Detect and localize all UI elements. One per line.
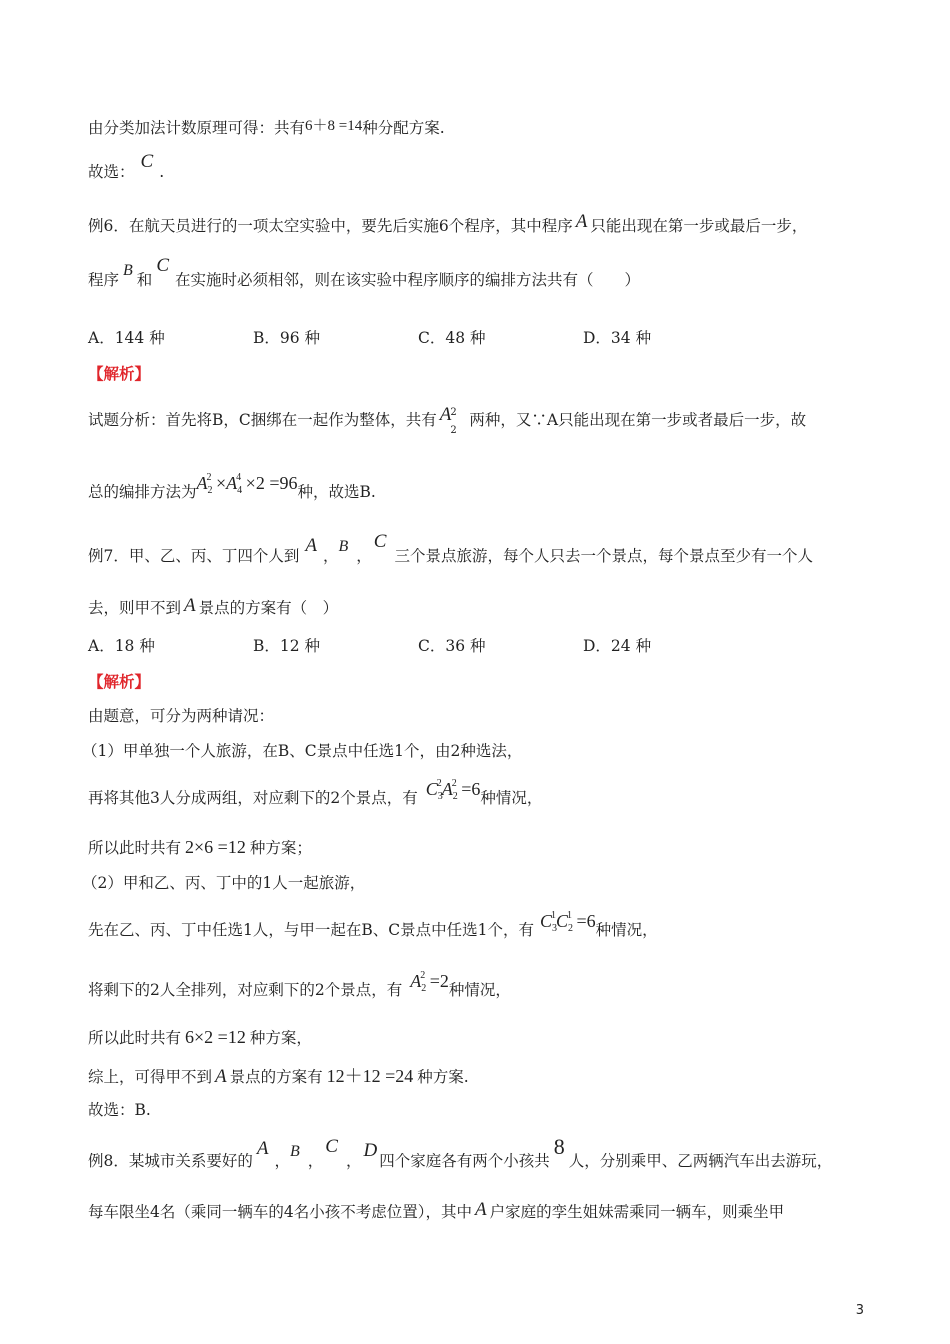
text: 种情况，: [480, 789, 543, 807]
solution-line: [88, 836, 312, 858]
text: 所以此时共有: [88, 839, 182, 857]
math-expression: $C_3^1C_2^1 =6$: [539, 910, 596, 934]
math-symbol: C: [373, 531, 387, 552]
text: 种方案，: [249, 1029, 312, 1047]
solution-line: [88, 910, 658, 940]
text: 故选：: [88, 163, 135, 181]
text: 例8．某城市关系要好的: [88, 1152, 253, 1170]
example-6-line1: [88, 211, 808, 237]
math-symbol: C: [140, 151, 154, 172]
text: 每车限坐4名（乘同一辆车的4名小孩不考虑位置），其中: [88, 1203, 472, 1221]
math-symbol: A: [184, 595, 196, 616]
text: 例6．在航天员进行的一项太空实验中，要先后实施6个程序，其中程序: [88, 217, 573, 235]
math-expression: $C_3^2A_2^2 =6$: [425, 778, 481, 802]
math-symbol: A: [256, 1138, 269, 1159]
text: 只能出现在第一步或最后一步，: [590, 217, 808, 235]
option-d: D．34 种: [583, 329, 652, 347]
math-symbol: A: [474, 1199, 487, 1220]
option-b: B．12 种: [253, 637, 321, 655]
text: 种情况，: [595, 921, 658, 939]
solution-line: 故选：B.: [88, 1101, 151, 1119]
analysis-tag: 【解析】: [88, 364, 151, 383]
solution-line: 试题分析：首先将B，C捆绑在一起作为整体，共有 A 2 2 两种，又∵A只能出现在第一步或者最后一步，故: [88, 404, 807, 436]
solution-line: [88, 778, 543, 808]
text: 所以此时共有: [88, 1029, 182, 1047]
text: 将剩下的2人全排列，对应剩下的2个景点，有: [88, 981, 403, 999]
math-expression: 2×6 =12: [185, 837, 246, 857]
text: 四个家庭各有两个小孩共: [379, 1152, 550, 1170]
text: 种情况，: [448, 981, 511, 999]
text-line: [88, 151, 165, 183]
math-symbol: C: [156, 255, 169, 276]
option-d: D．24 种: [583, 637, 652, 655]
option-c: C．36 种: [418, 637, 486, 655]
math-symbol: A: [575, 211, 588, 232]
text: 例7．甲、乙、丙、丁四个人到: [88, 547, 300, 565]
text: 三个景点旅游，每个人只去一个景点，每个景点至少有一个人: [394, 547, 813, 565]
text-line: [88, 116, 445, 138]
example-8-line1: 例8．某城市关系要好的A，B，C， D 四个家庭各有两个小孩共8人，分别乘甲、乙两辆汽车出去游玩，: [88, 1134, 833, 1170]
text: 人，分别乘甲、乙两辆汽车出去游玩，: [568, 1152, 833, 1170]
math-symbol: D: [363, 1140, 378, 1161]
math-expression: 12＋12 =24: [326, 1066, 414, 1086]
text: 种分配方案.: [362, 119, 445, 137]
solution-line: （1）甲单独一个人旅游，在B、C景点中任选1个，由2种选法，: [82, 742, 523, 760]
example-8-line2: [88, 1200, 784, 1223]
text: 和: [136, 271, 153, 289]
solution-line: [88, 1026, 312, 1048]
option-a: A．18 种: [88, 637, 155, 655]
option-a: A．144 种: [88, 329, 165, 347]
text: 综上，可得甲不到: [88, 1068, 213, 1086]
solution-line: 由题意，可分为两种请况：: [88, 707, 275, 725]
text: 在实施时必须相邻，则在该实验中程序顺序的编排方法共有（ ）: [175, 271, 641, 289]
text: 种方案.: [417, 1068, 469, 1086]
text: 程序: [88, 271, 120, 289]
math-expression: $A_2^2 =2$: [410, 970, 449, 994]
text: 试题分析：首先将B，C捆绑在一起作为整体，共有: [88, 411, 437, 429]
text: 由分类加法计数原理可得：共有: [88, 119, 306, 137]
text: 两种，又∵A只能出现在第一步或者最后一步，故: [469, 411, 807, 429]
math-symbol: A: [439, 404, 452, 425]
text: 去，则甲不到: [88, 599, 182, 617]
option-b: B．96 种: [253, 329, 321, 347]
solution-line: [88, 1062, 469, 1088]
math-symbol: C: [325, 1136, 338, 1157]
math-number: 8: [553, 1134, 565, 1159]
math-symbol: B: [290, 1143, 300, 1160]
math-symbol: B: [123, 262, 133, 279]
example-6-line2: [88, 255, 641, 291]
text: 种方案；: [249, 839, 312, 857]
text: 再将其他3人分成两组，对应剩下的2个景点，有: [88, 789, 418, 807]
text: 景点的方案有: [229, 1068, 323, 1086]
solution-line: [88, 472, 376, 502]
analysis-tag: 【解析】: [88, 672, 151, 691]
text: 景点的方案有（ ）: [198, 599, 339, 617]
math-expression: 6×2 =12: [185, 1027, 246, 1047]
math-symbol: B: [338, 538, 349, 555]
text: 种，故选B.: [297, 483, 376, 501]
math-symbol: A: [215, 1066, 227, 1087]
text: 先在乙、丙、丁中任选1人，与甲一起在B、C景点中任选1个，有: [88, 921, 534, 939]
option-c: C．48 种: [418, 329, 486, 347]
text: 户家庭的孪生姐妹需乘同一辆车，则乘坐甲: [489, 1203, 785, 1221]
solution-line: [88, 970, 511, 1000]
example-7-line1: 例7．甲、乙、丙、丁四个人到 A ，B，C三个景点旅游，每个人只去一个景点，每个景点至少有一个人: [88, 531, 813, 565]
text: .: [159, 163, 165, 181]
math-symbol: A: [305, 535, 317, 556]
example-7-line2: [88, 596, 338, 619]
page-number: 3: [855, 1303, 864, 1318]
math-expression: $A_2^2 \times A_4^4 \times 2 =96$: [196, 472, 298, 496]
math-expression: 6＋8 =14: [305, 118, 363, 134]
solution-line: （2）甲和乙、丙、丁中的1人一起旅游，: [82, 874, 366, 892]
text: 总的编排方法为: [88, 483, 197, 501]
